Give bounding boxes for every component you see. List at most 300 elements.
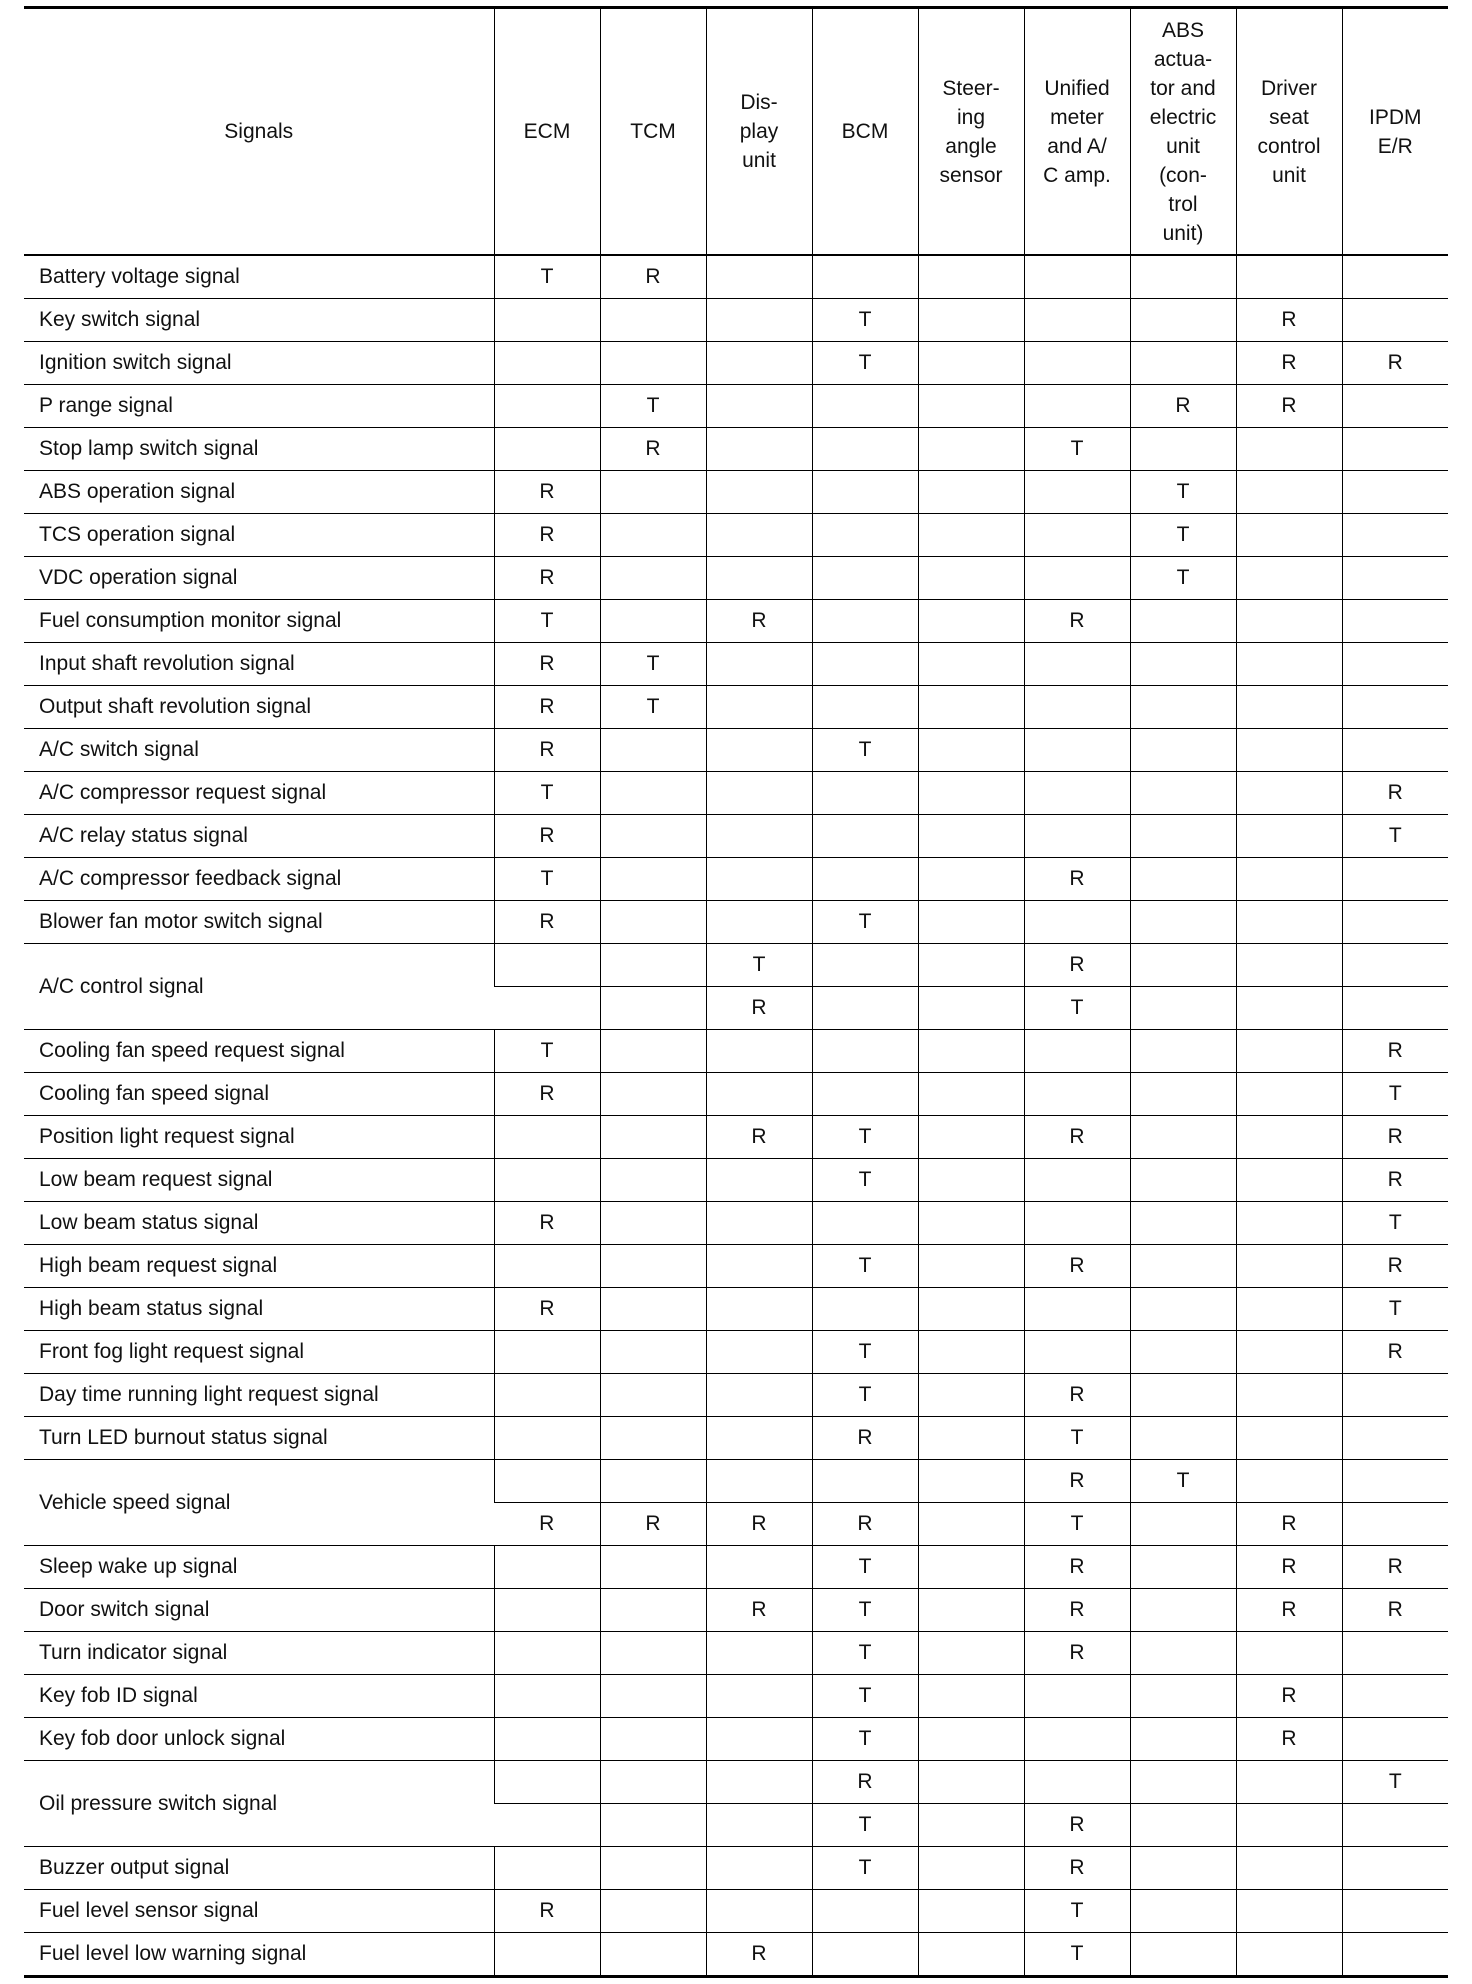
signal-direction-cell: R — [812, 1417, 918, 1460]
column-header-ecm: ECM — [494, 8, 600, 256]
signal-direction-cell — [600, 1460, 706, 1503]
signal-direction-cell — [1236, 858, 1342, 901]
signal-direction-cell — [918, 1288, 1024, 1331]
signal-direction-cell — [1236, 255, 1342, 299]
table-row — [24, 471, 1448, 514]
signal-direction-cell: T — [812, 1331, 918, 1374]
signal-direction-cell — [918, 557, 1024, 600]
signal-direction-cell — [1024, 1159, 1130, 1202]
table-row — [24, 1546, 1448, 1589]
signal-name-cell: TCS operation signal — [24, 514, 494, 557]
signal-direction-cell: T — [494, 255, 600, 299]
signal-direction-cell — [1236, 1073, 1342, 1116]
signal-direction-cell — [600, 1288, 706, 1331]
signal-direction-cell: R — [1024, 600, 1130, 643]
signal-name-cell: A/C relay status signal — [24, 815, 494, 858]
table-row — [24, 1030, 1448, 1073]
signal-name-cell: Fuel level low warning signal — [24, 1933, 494, 1977]
signal-direction-cell — [918, 1159, 1024, 1202]
signal-direction-cell — [918, 1073, 1024, 1116]
signal-direction-cell — [1024, 901, 1130, 944]
column-header-steering-angle-sensor: Steer- ing angle sensor — [918, 8, 1024, 256]
signal-direction-cell — [1236, 1933, 1342, 1977]
signal-direction-cell — [1130, 428, 1236, 471]
signal-direction-cell — [918, 299, 1024, 342]
signal-direction-cell — [1236, 1890, 1342, 1933]
signal-direction-cell: T — [494, 1030, 600, 1073]
signal-direction-cell — [812, 815, 918, 858]
signal-direction-cell — [1024, 255, 1130, 299]
table-body — [24, 255, 1448, 1977]
signal-direction-cell — [812, 1202, 918, 1245]
table-row — [24, 858, 1448, 901]
signal-direction-cell — [1342, 901, 1448, 944]
signal-direction-cell — [1236, 686, 1342, 729]
signal-direction-cell: T — [1024, 1890, 1130, 1933]
signal-direction-cell — [600, 1073, 706, 1116]
signal-direction-cell — [706, 1847, 812, 1890]
signal-direction-cell — [600, 557, 706, 600]
signal-direction-cell — [706, 729, 812, 772]
signal-direction-cell — [1236, 514, 1342, 557]
signal-name-cell: High beam status signal — [24, 1288, 494, 1331]
signal-direction-cell — [1236, 1761, 1342, 1804]
signal-direction-cell: T — [812, 1675, 918, 1718]
signal-direction-cell — [1130, 1589, 1236, 1632]
signal-direction-cell — [1130, 1761, 1236, 1804]
signal-direction-cell: R — [1236, 1546, 1342, 1589]
signal-direction-cell — [494, 1589, 600, 1632]
signal-name-cell: Key fob ID signal — [24, 1675, 494, 1718]
signal-direction-cell: T — [812, 1632, 918, 1675]
column-header-unified-meter: Unified meter and A/ C amp. — [1024, 8, 1130, 256]
signal-direction-cell: R — [1024, 1804, 1130, 1847]
signal-direction-cell — [706, 1374, 812, 1417]
signal-direction-cell: R — [706, 600, 812, 643]
signal-direction-cell — [918, 1374, 1024, 1417]
signal-direction-cell — [1130, 1417, 1236, 1460]
signal-direction-cell — [494, 1933, 600, 1977]
signal-direction-cell — [1130, 255, 1236, 299]
table-row — [24, 1847, 1448, 1890]
signal-direction-cell — [706, 1460, 812, 1503]
signal-direction-cell: R — [1024, 1245, 1130, 1288]
signal-name-cell: VDC operation signal — [24, 557, 494, 600]
signal-direction-cell: R — [812, 1761, 918, 1804]
signal-direction-cell — [494, 1847, 600, 1890]
signal-direction-cell — [1130, 858, 1236, 901]
signal-direction-cell — [706, 385, 812, 428]
signal-direction-cell: R — [1342, 1030, 1448, 1073]
signal-direction-cell — [1342, 255, 1448, 299]
signal-direction-cell: R — [1236, 342, 1342, 385]
signal-direction-cell — [1024, 729, 1130, 772]
signal-direction-cell — [600, 1847, 706, 1890]
table-row — [24, 1073, 1448, 1116]
signal-direction-cell — [600, 772, 706, 815]
signal-direction-cell — [1342, 987, 1448, 1030]
signal-direction-cell — [1130, 729, 1236, 772]
signal-direction-cell: R — [494, 471, 600, 514]
signal-direction-cell — [1024, 557, 1130, 600]
signal-direction-cell — [812, 557, 918, 600]
table-row — [24, 342, 1448, 385]
signal-direction-cell — [1130, 600, 1236, 643]
signal-direction-cell: R — [494, 901, 600, 944]
signal-direction-cell: R — [1024, 1116, 1130, 1159]
signal-direction-cell — [706, 1890, 812, 1933]
column-header-driver-seat-control-unit: Driver seat control unit — [1236, 8, 1342, 256]
signal-direction-cell — [600, 600, 706, 643]
signal-direction-cell — [1024, 1331, 1130, 1374]
table-row — [24, 1159, 1448, 1202]
signal-direction-cell — [494, 1761, 600, 1804]
signal-direction-cell: T — [1342, 1761, 1448, 1804]
signal-direction-cell — [1236, 643, 1342, 686]
signal-direction-cell — [812, 1288, 918, 1331]
signal-direction-cell — [1342, 643, 1448, 686]
signal-direction-cell — [1024, 385, 1130, 428]
signal-direction-cell — [494, 1718, 600, 1761]
signal-direction-cell — [812, 600, 918, 643]
signal-direction-cell — [1342, 514, 1448, 557]
signal-direction-cell: T — [812, 1116, 918, 1159]
signal-direction-cell — [1342, 385, 1448, 428]
signal-direction-cell — [1024, 772, 1130, 815]
signal-direction-cell — [918, 1331, 1024, 1374]
signal-direction-cell — [1236, 815, 1342, 858]
signal-direction-cell: T — [600, 686, 706, 729]
signal-direction-cell: R — [1236, 299, 1342, 342]
signal-name-cell: Stop lamp switch signal — [24, 428, 494, 471]
table-row — [24, 1589, 1448, 1632]
signal-direction-cell — [600, 1374, 706, 1417]
signal-name-cell: Low beam request signal — [24, 1159, 494, 1202]
signal-direction-cell — [494, 987, 600, 1030]
signal-direction-cell — [600, 299, 706, 342]
signal-direction-cell — [600, 514, 706, 557]
signal-direction-cell — [918, 901, 1024, 944]
signal-direction-cell: R — [706, 987, 812, 1030]
signal-direction-cell: R — [1342, 772, 1448, 815]
signal-direction-cell: R — [600, 428, 706, 471]
signal-direction-cell — [1024, 1761, 1130, 1804]
signal-direction-cell — [494, 299, 600, 342]
signal-direction-cell — [1342, 1632, 1448, 1675]
signal-direction-cell — [1024, 686, 1130, 729]
signal-name-cell: Front fog light request signal — [24, 1331, 494, 1374]
signal-name-cell: Day time running light request signal — [24, 1374, 494, 1417]
signal-direction-cell — [494, 1417, 600, 1460]
signal-direction-cell — [918, 1933, 1024, 1977]
signal-direction-cell: R — [1024, 858, 1130, 901]
signal-direction-cell: T — [1130, 1460, 1236, 1503]
signal-direction-cell: R — [1024, 944, 1130, 987]
signal-direction-cell — [494, 1331, 600, 1374]
signal-direction-cell: R — [1236, 1589, 1342, 1632]
signals-column-header: Signals — [24, 8, 494, 256]
signal-direction-cell — [1236, 600, 1342, 643]
signal-direction-cell — [1342, 686, 1448, 729]
signal-name-cell: Buzzer output signal — [24, 1847, 494, 1890]
signal-direction-cell — [918, 1460, 1024, 1503]
signal-direction-cell — [918, 729, 1024, 772]
signal-direction-cell — [1024, 471, 1130, 514]
signal-direction-cell: T — [812, 901, 918, 944]
table-row — [24, 600, 1448, 643]
signal-direction-cell — [1342, 428, 1448, 471]
signal-direction-cell — [706, 686, 812, 729]
signal-direction-cell — [918, 772, 1024, 815]
signal-direction-cell — [600, 471, 706, 514]
signal-direction-cell — [1130, 1374, 1236, 1417]
signal-direction-cell: R — [600, 255, 706, 299]
signal-direction-cell — [1342, 1933, 1448, 1977]
signal-direction-cell: R — [494, 686, 600, 729]
signal-direction-cell — [494, 1460, 600, 1503]
signal-direction-cell — [918, 1417, 1024, 1460]
signal-direction-cell — [1130, 1245, 1236, 1288]
signal-direction-cell — [706, 1331, 812, 1374]
signal-name-cell: Oil pressure switch signal — [24, 1761, 494, 1847]
signal-name-cell: Cooling fan speed request signal — [24, 1030, 494, 1073]
table-row — [24, 643, 1448, 686]
signal-direction-cell — [1342, 1675, 1448, 1718]
signal-name-cell: Low beam status signal — [24, 1202, 494, 1245]
signal-direction-cell: T — [812, 1374, 918, 1417]
signal-direction-cell — [812, 643, 918, 686]
signal-direction-cell — [918, 1503, 1024, 1546]
signal-direction-cell: T — [812, 299, 918, 342]
signal-direction-cell — [1342, 1374, 1448, 1417]
signal-direction-cell: T — [812, 1804, 918, 1847]
signal-direction-cell — [494, 1632, 600, 1675]
signal-direction-cell — [706, 471, 812, 514]
signal-direction-cell — [600, 1331, 706, 1374]
signal-direction-cell: T — [812, 1245, 918, 1288]
column-header-ipdm-er: IPDM E/R — [1342, 8, 1448, 256]
signal-direction-cell — [1236, 557, 1342, 600]
signal-direction-cell: T — [1024, 987, 1130, 1030]
signal-direction-cell — [918, 1718, 1024, 1761]
signal-direction-cell: T — [600, 385, 706, 428]
signal-direction-cell — [600, 901, 706, 944]
signal-direction-cell — [1130, 944, 1236, 987]
signal-direction-cell: R — [494, 729, 600, 772]
signal-direction-cell — [494, 1804, 600, 1847]
signal-direction-cell: T — [812, 1847, 918, 1890]
table-row — [24, 1933, 1448, 1977]
signal-direction-cell: T — [812, 1718, 918, 1761]
signal-direction-cell — [1342, 1890, 1448, 1933]
signal-direction-cell — [1342, 729, 1448, 772]
signal-name-cell: Output shaft revolution signal — [24, 686, 494, 729]
signal-direction-cell — [1342, 858, 1448, 901]
signal-direction-cell — [1342, 299, 1448, 342]
table-row — [24, 1202, 1448, 1245]
signal-direction-cell — [706, 1073, 812, 1116]
column-header-tcm: TCM — [600, 8, 706, 256]
signal-direction-cell — [1130, 1718, 1236, 1761]
signal-direction-cell — [1236, 1030, 1342, 1073]
signal-direction-cell — [1130, 1331, 1236, 1374]
signal-direction-cell — [1236, 1847, 1342, 1890]
table-row — [24, 557, 1448, 600]
table-row — [24, 1460, 1448, 1503]
signal-direction-cell — [600, 987, 706, 1030]
signal-direction-cell — [1130, 299, 1236, 342]
signal-direction-cell — [1130, 1503, 1236, 1546]
signal-direction-cell — [812, 1073, 918, 1116]
signal-direction-cell — [812, 428, 918, 471]
signal-name-cell: Input shaft revolution signal — [24, 643, 494, 686]
signal-direction-cell — [494, 385, 600, 428]
signal-direction-cell: T — [494, 772, 600, 815]
signal-direction-cell — [494, 944, 600, 987]
signal-direction-cell — [600, 1546, 706, 1589]
signal-direction-cell: R — [706, 1589, 812, 1632]
signal-direction-cell: T — [1342, 1073, 1448, 1116]
signal-direction-cell: R — [1024, 1460, 1130, 1503]
signal-direction-cell: R — [1024, 1374, 1130, 1417]
signal-direction-cell — [706, 772, 812, 815]
signal-direction-cell — [918, 1245, 1024, 1288]
signal-direction-cell — [918, 1632, 1024, 1675]
signal-direction-cell — [706, 557, 812, 600]
signal-name-cell: Fuel level sensor signal — [24, 1890, 494, 1933]
signal-direction-cell — [600, 1675, 706, 1718]
signal-direction-cell — [1236, 1417, 1342, 1460]
signal-direction-cell: R — [494, 1073, 600, 1116]
table-row — [24, 1116, 1448, 1159]
signal-direction-cell — [1236, 1632, 1342, 1675]
signal-direction-cell — [600, 1890, 706, 1933]
signal-direction-cell — [1024, 1288, 1130, 1331]
signal-direction-cell: R — [1342, 1116, 1448, 1159]
signal-direction-cell — [1130, 686, 1236, 729]
signal-direction-cell: T — [600, 643, 706, 686]
signal-direction-cell: R — [1342, 342, 1448, 385]
signal-direction-cell — [918, 471, 1024, 514]
signal-direction-cell — [1024, 1030, 1130, 1073]
signal-direction-cell — [706, 1288, 812, 1331]
signal-direction-cell — [600, 1245, 706, 1288]
signal-direction-cell: T — [812, 1546, 918, 1589]
signal-name-cell: A/C control signal — [24, 944, 494, 1030]
signal-direction-cell — [918, 342, 1024, 385]
signal-direction-cell — [600, 729, 706, 772]
signal-direction-cell — [1024, 815, 1130, 858]
signal-direction-cell — [1024, 299, 1130, 342]
signal-direction-cell — [706, 1718, 812, 1761]
signal-direction-cell — [918, 686, 1024, 729]
table-row — [24, 901, 1448, 944]
signal-direction-cell — [1236, 1460, 1342, 1503]
signal-direction-cell — [600, 1718, 706, 1761]
signal-direction-cell — [1342, 1847, 1448, 1890]
column-header-display-unit: Dis- play unit — [706, 8, 812, 256]
signal-direction-cell — [918, 858, 1024, 901]
signal-direction-cell — [1130, 772, 1236, 815]
table-header-row — [24, 8, 1448, 256]
table-row — [24, 1718, 1448, 1761]
signal-direction-cell: R — [706, 1503, 812, 1546]
signal-direction-cell — [706, 1632, 812, 1675]
signal-direction-cell — [1130, 643, 1236, 686]
signal-direction-cell — [494, 342, 600, 385]
signal-direction-cell — [1236, 1245, 1342, 1288]
signal-direction-cell — [812, 255, 918, 299]
signal-direction-cell — [1236, 772, 1342, 815]
signal-direction-cell: R — [812, 1503, 918, 1546]
signal-direction-cell — [918, 1804, 1024, 1847]
signal-direction-cell — [494, 1374, 600, 1417]
signal-direction-cell — [494, 1116, 600, 1159]
signal-direction-cell: R — [1024, 1546, 1130, 1589]
signal-direction-cell: R — [494, 1288, 600, 1331]
signal-name-cell: Turn indicator signal — [24, 1632, 494, 1675]
signal-direction-cell — [918, 1546, 1024, 1589]
signal-direction-cell — [1130, 1847, 1236, 1890]
table-row — [24, 255, 1448, 299]
signal-direction-cell — [1024, 1073, 1130, 1116]
signal-direction-cell — [918, 1847, 1024, 1890]
signal-direction-cell: T — [1342, 1202, 1448, 1245]
signal-direction-cell: R — [1236, 1675, 1342, 1718]
table-row — [24, 1890, 1448, 1933]
signal-direction-cell — [706, 643, 812, 686]
signal-direction-cell: T — [1130, 514, 1236, 557]
table-row — [24, 1761, 1448, 1804]
signal-direction-cell — [812, 1030, 918, 1073]
signal-direction-cell — [600, 944, 706, 987]
document-page — [24, 6, 1448, 1978]
signal-direction-cell — [706, 342, 812, 385]
signal-direction-cell — [706, 815, 812, 858]
signal-direction-cell — [812, 1890, 918, 1933]
signal-direction-cell: R — [1342, 1245, 1448, 1288]
table-row — [24, 1417, 1448, 1460]
signal-direction-cell: R — [494, 557, 600, 600]
signal-direction-cell — [706, 1159, 812, 1202]
signal-direction-cell: R — [494, 1202, 600, 1245]
signal-direction-cell: R — [494, 815, 600, 858]
signal-direction-cell — [706, 255, 812, 299]
signal-direction-cell — [706, 514, 812, 557]
signal-direction-cell — [1130, 1030, 1236, 1073]
table-row — [24, 385, 1448, 428]
signal-direction-cell — [600, 1632, 706, 1675]
signal-direction-cell — [1342, 944, 1448, 987]
signal-direction-cell — [494, 1675, 600, 1718]
signal-direction-cell: R — [1130, 385, 1236, 428]
signal-direction-cell — [1236, 1374, 1342, 1417]
signal-name-cell: Battery voltage signal — [24, 255, 494, 299]
signal-direction-cell: T — [1342, 815, 1448, 858]
signal-direction-cell — [706, 901, 812, 944]
signal-direction-cell — [1130, 1632, 1236, 1675]
signal-direction-cell: T — [812, 342, 918, 385]
signal-name-cell: Key switch signal — [24, 299, 494, 342]
signal-direction-cell — [1130, 1073, 1236, 1116]
signal-direction-cell — [1130, 1890, 1236, 1933]
signal-direction-cell: R — [706, 1933, 812, 1977]
signal-direction-cell — [1024, 1718, 1130, 1761]
signal-direction-cell — [600, 1116, 706, 1159]
signal-direction-cell — [1130, 901, 1236, 944]
table-row — [24, 1331, 1448, 1374]
signal-direction-cell — [1342, 1804, 1448, 1847]
